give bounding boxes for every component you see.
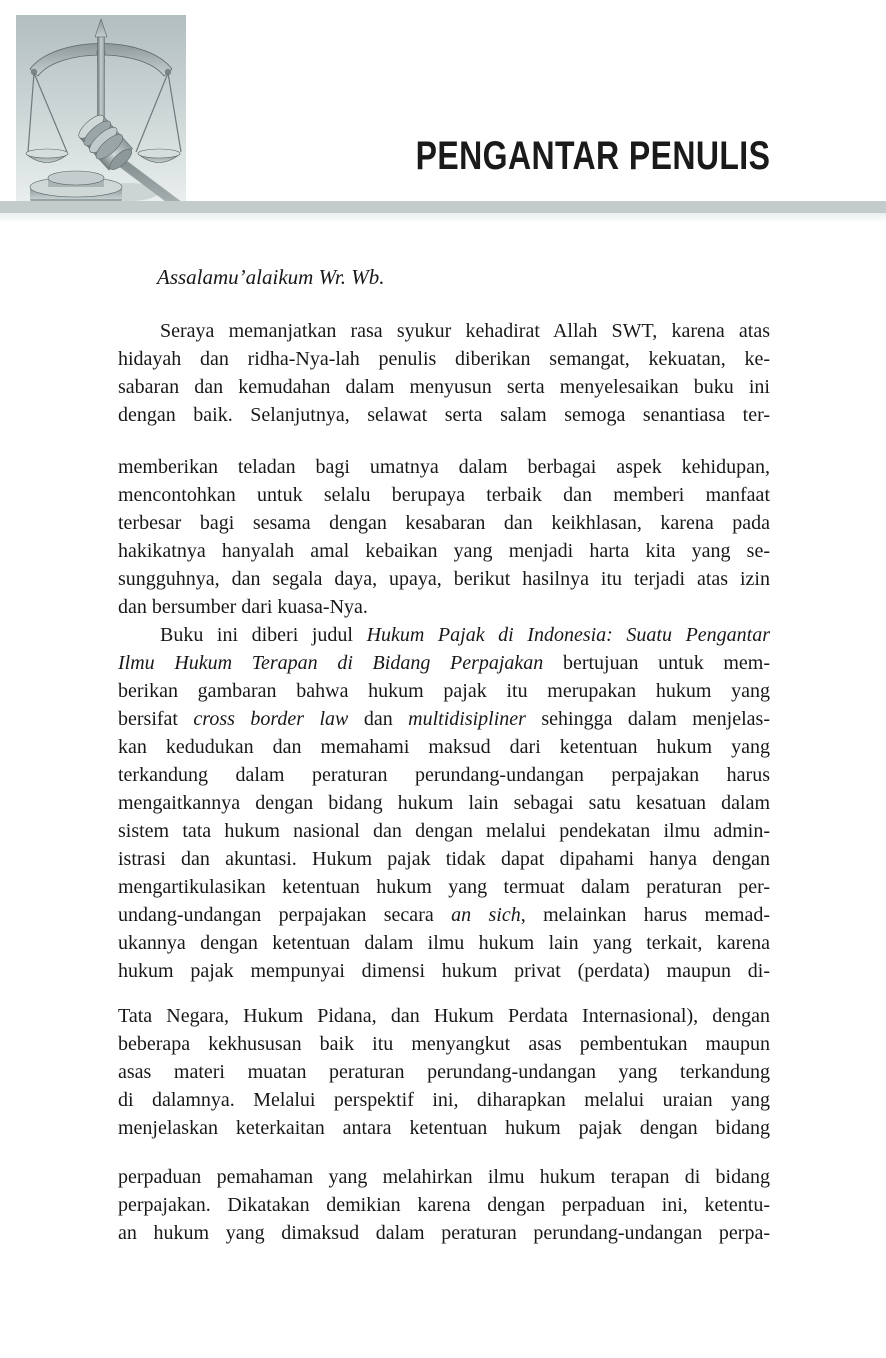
text-line: berikan gambaran bahwa hukum pajak itu merupakan hukum yang xyxy=(118,680,770,702)
paragraph xyxy=(118,621,770,985)
scales-of-justice-with-gavel-illustration xyxy=(16,15,186,215)
scales-of-justice-image xyxy=(16,15,186,215)
preface-content xyxy=(118,263,770,1247)
text-line: di dalamnya. Melalui perspektif ini, diharapkan melalui uraian yang xyxy=(118,1089,770,1111)
text-line: hukum pajak mempunyai dimensi hukum privat (perdata) maupun di- xyxy=(118,960,770,982)
text-line: bersifat cross border law dan multidisipliner sehingga dalam menjelas- xyxy=(118,708,770,730)
text-line: Seraya memanjatkan rasa syukur kehadirat Allah SWT, karena atas xyxy=(160,320,770,342)
text-line: Buku ini diberi judul Hukum Pajak di Indonesia: Suatu Pengantar xyxy=(160,624,771,646)
page-title-text: PENGANTAR PENULIS xyxy=(415,134,770,178)
text-line: hakikatnya hanyalah amal kebaikan yang menjadi harta kita yang se- xyxy=(118,540,770,562)
header-divider-glow xyxy=(0,213,886,223)
paragraph xyxy=(118,317,770,429)
text-line: sabaran dan kemudahan dalam menyusun serta menyelesaikan buku ini xyxy=(118,376,770,398)
text-line: kan kedudukan dan memahami maksud dari ketentuan hukum yang xyxy=(118,736,770,758)
text-line: undang-undangan perpajakan secara an sich, melainkan harus memad- xyxy=(118,904,771,926)
text-line: an hukum yang dimaksud dalam peraturan perundang-undangan perpa- xyxy=(118,1222,770,1244)
text-line: sistem tata hukum nasional dan dengan melalui pendekatan ilmu admin- xyxy=(118,820,770,842)
text-line: sungguhnya, dan segala daya, upaya, berikut hasilnya itu terjadi atas izin xyxy=(118,568,770,590)
text-line: asas materi muatan peraturan perundang-undangan yang terkandung xyxy=(118,1061,770,1083)
greeting-line: Assalamu’alaikum Wr. Wb. xyxy=(157,265,385,289)
text-line: terkandung dalam peraturan perundang-undangan perpajakan harus xyxy=(118,764,770,786)
body-text xyxy=(118,317,770,1247)
text-line: ukannya dengan ketentuan dalam ilmu hukum lain yang terkait, karena xyxy=(118,932,770,954)
text-line: Tata Negara, Hukum Pidana, dan Hukum Perdata Internasional), dengan xyxy=(118,1005,770,1027)
text-line: hidayah dan ridha-Nya-lah penulis diberikan semangat, kekuatan, ke- xyxy=(118,348,770,370)
text-line: perpajakan. Dikatakan demikian karena dengan perpaduan ini, ketentu- xyxy=(118,1194,770,1216)
text-line: perpaduan pemahaman yang melahirkan ilmu hukum terapan di bidang xyxy=(118,1166,770,1188)
text-line: dan bersumber dari kuasa-Nya. xyxy=(118,596,368,618)
text-line: istrasi dan akuntasi. Hukum pajak tidak dapat dipahami hanya dengan xyxy=(118,848,770,870)
header-divider-bar xyxy=(0,201,886,213)
text-line: memberikan teladan bagi umatnya dalam berbagai aspek kehidupan, xyxy=(118,456,770,478)
text-line: terbesar bagi sesama dengan kesabaran dan keikhlasan, karena pada xyxy=(118,512,770,534)
text-line: dengan baik. Selanjutnya, selawat serta salam semoga senantiasa ter- xyxy=(118,404,770,426)
text-line: beberapa kekhususan baik itu menyangkut asas pembentukan maupun xyxy=(118,1033,770,1055)
paragraph xyxy=(118,1163,770,1247)
text-line: mengartikulasikan ketentuan hukum yang termuat dalam peraturan per- xyxy=(118,876,770,898)
page-title xyxy=(327,136,770,176)
text-line: mencontohkan untuk selalu berupaya terbaik dan memberi manfaat xyxy=(118,484,770,506)
text-line: mengaitkannya dengan bidang hukum lain sebagai satu kesatuan dalam xyxy=(118,792,770,814)
paragraph xyxy=(118,1002,770,1142)
text-line: Ilmu Hukum Terapan di Bidang Perpajakan bertujuan untuk mem- xyxy=(118,652,770,674)
text-line: menjelaskan keterkaitan antara ketentuan hukum pajak dengan bidang xyxy=(118,1117,770,1139)
paragraph xyxy=(118,453,770,621)
